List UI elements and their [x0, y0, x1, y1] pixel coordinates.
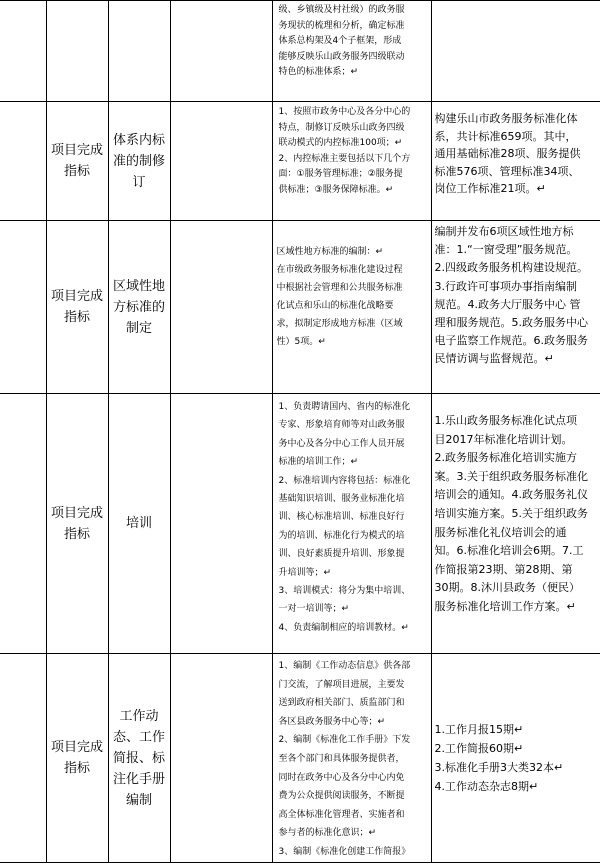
row-spacer-cell: [0, 102, 46, 221]
plan-cell: 1、编制《工作动态信息》供各部 门交流，了解项目进展，主要发 送到政府相关部门、质监部门和 各区县政务服务中心等；↵ 2、编制《标准化工作手册》下发 至各个部门和具体服务提供者， 同时在政务中心及各分中心内免 费为公众提供阅读服务，不断提 高全体标准化管理者、实施者和 参与者的标准化意识；↵ 3、编制《标准化创建工作简报》: [272, 654, 431, 863]
category-cell: 项目完成指标: [46, 102, 108, 221]
empty-cell: [170, 102, 272, 221]
item-cell: [108, 1, 170, 102]
item-cell: 体系内标准的制修订: [108, 102, 170, 221]
item-cell: 区域性地方标准的制定: [108, 221, 170, 394]
plan-cell: 级、乡镇级及村社级）的政务服 务现状的梳理和分析，确定标准 体系总构架及4个子框架，形成 能够反映乐山政务服务四级联动 特色的标准体系；↵: [272, 1, 431, 102]
result-cell: 构建乐山市政务服务标准化体 系，共计标准659项。其中， 通用基础标准28项、服务提供 标准576项、管理标准34项、 岗位工作标准21项。↵: [431, 102, 600, 221]
table-row: [0, 654, 600, 863]
row-spacer-cell: [0, 394, 46, 654]
result-cell: 1.工作月报15期↵ 2.工作简报60期↵ 3.标准化手册3大类32本↵ 4.工作动态杂志8期↵: [431, 654, 600, 863]
row-spacer-cell: [0, 221, 46, 394]
result-cell: 1.乐山政务服务标准化试点项 目2017年标准化培训计划。 2.政务服务标准化培训实施方 案。3.关于组织政务服务标准化 培训会的通知。4.政务服务礼仪 培训实施方案。5.关于组织政务 服务标准化礼仪培训会的通 知。6.标准化培训会6期。7.工 作简报第23期、第28期、第 30期。8.沐川县政务（便民） 服务标准化培训工作方案。↵: [431, 394, 600, 654]
row-spacer-cell: [0, 1, 46, 102]
plan-cell: 1、按照市政务中心及各分中心的 特点，制修订反映乐山政务四级 联动模式的内控标准100项；↵ 2、内控标准主要包括以下几个方 面：①服务管理标准；②服务提 供标准；③服务保障标准。↵: [272, 102, 431, 221]
result-cell: 编制并发布6项区域性地方标 准：1.“一窗受理”服务规范。 2.四级政务服务机构建设规范。 3.行政许可事项办事指南编制 规范。4.政务大厅服务中心 管 理和服务规范。5.政务服务中心 电子监察工作规范。6.政务服务 民情访调与监督规范。↵: [431, 221, 600, 394]
result-cell: [431, 1, 600, 102]
empty-cell: [170, 654, 272, 863]
table-row: [0, 394, 600, 654]
table-row: [0, 221, 600, 394]
row-spacer-cell: [0, 654, 46, 863]
empty-cell: [170, 1, 272, 102]
plan-cell: 区域性地方标准的编制：↵ 在市级政务服务标准化建设过程 中根据社会管理和公共服务标准 化试点和乐山的标准化战略要 求，拟制定形成地方标准（区域 性）5项。↵: [272, 221, 431, 394]
category-cell: 项目完成指标: [46, 394, 108, 654]
category-cell: 项目完成指标: [46, 654, 108, 863]
category-cell: 项目完成指标: [46, 221, 108, 394]
item-cell: 培训: [108, 394, 170, 654]
plan-cell: 1、负责聘请国内、省内的标准化 专家、形象培育师等对山政务服 务中心及各分中心工作人员开展 标准的培训工作；↵ 2、标准培训内容将包括：标准化 基础知识培训、服务业标准化培 训、核心标准培训、标准良好行 为的培训、标准化行为模式的培 训、良好素质提升培训、形象提 升培训等；↵ 3、培训模式：将分为集中培训、 一对一培训等；↵ 4、负责编制相应的培训教材。↵: [272, 394, 431, 654]
table-row: [0, 1, 600, 102]
table-row: [0, 102, 600, 221]
empty-cell: [170, 221, 272, 394]
category-cell: [46, 1, 108, 102]
empty-cell: [170, 394, 272, 654]
item-cell: 工作动态、工作简报、标注化手册编制: [108, 654, 170, 863]
